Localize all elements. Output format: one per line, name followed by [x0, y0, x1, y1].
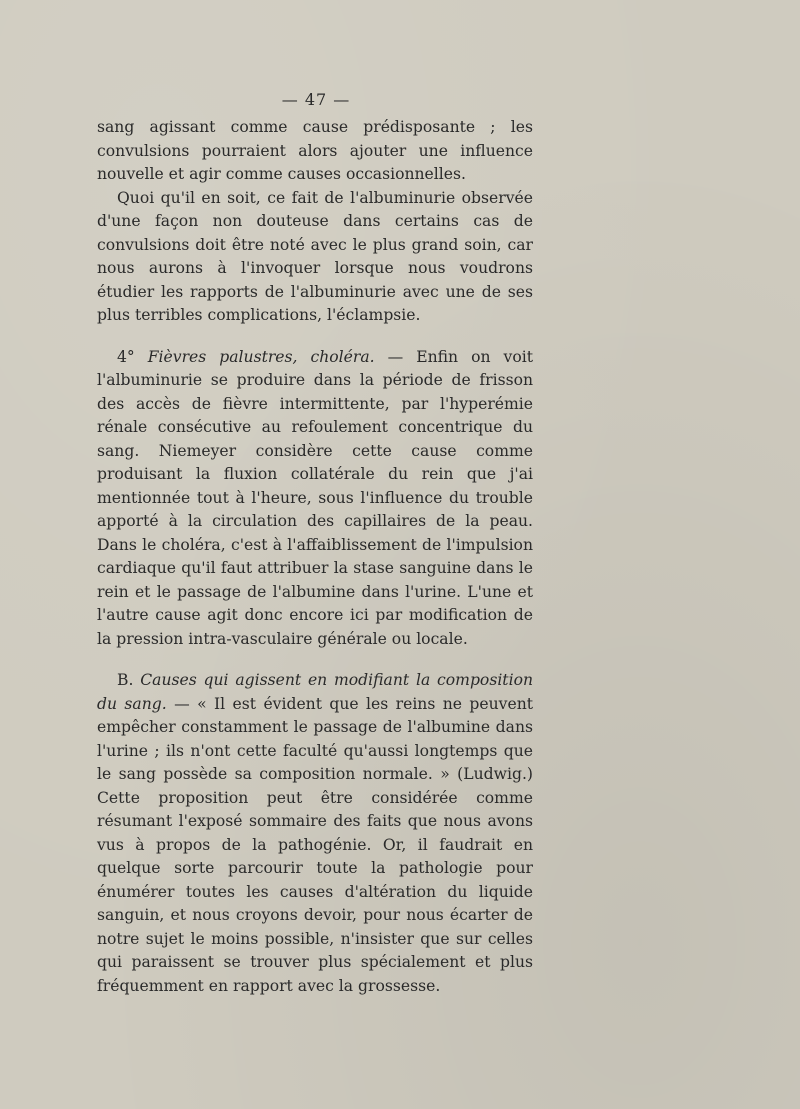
paragraph-3-heading: Fièvres palustres, choléra. [147, 347, 375, 366]
page-number: — 47 — [281, 90, 351, 109]
paragraph-3 [97, 346, 533, 652]
paragraph-4-text: — « Il est évident que les reins ne peuvent empêcher constamment le passage de l'albumine dans l'urine ; ils n'ont cette faculté qu'aussi longtemps que le sang possède sa composition normale. » (Ludwig.) Cette proposition peut être considérée comme résumant l'exposé sommaire des faits que nous avons vus à propos de la pathogénie. Or, il faudrait en quelque sorte parcourir toute la pathologie pour énumérer toutes les causes d'altération du liquide sanguin, et nous croyons devoir, pour nous écarter de notre sujet le moins possible, n'insister que sur celles qui paraissent se trouver plus spécialement et plus fréquemment en rapport avec la grossesse. [97, 694, 534, 995]
paragraph-4-letter: B. [117, 671, 141, 689]
paragraph-4 [97, 669, 533, 998]
paragraph-1: sang agissant comme cause prédisposante ; les convulsions pourraient alors ajouter une influence nouvelle et agir comme causes occasionnelles. [97, 118, 533, 183]
body-text [97, 116, 533, 998]
paragraph-3-number: 4° [117, 347, 148, 366]
paragraph-2: Quoi qu'il en soit, ce fait de l'albuminurie observée d'une façon non douteuse dans certains cas de convulsions doit être noté avec le plus grand soin, car nous aurons à l'invoquer lorsque nous voudrons étudier les rapports de l'albuminurie avec une de ses plus terribles complications, l'éclampsie. [97, 188, 533, 324]
paragraph-4-heading: Causes qui agissent en modifiant la composition du sang. [97, 671, 533, 713]
paragraph-3-text: — Enfin on voit l'albuminurie se produire dans la période de frisson des accès de fièvre intermittente, par l'hyperémie rénale consécutive au refoulement concentrique du sang. Niemeyer considère cette cause comme produisant la fluxion collatérale du rein que j'ai mentionnée tout à l'heure, sous l'influence du trouble apporté à la circulation des capillaires de la peau. Dans le choléra, c'est à l'affaiblissement de l'impulsion cardiaque qu'il faut attribuer la stase sanguine dans le rein et le passage de l'albumine dans l'urine. L'une et l'autre cause agit donc encore ici par modification de la pression intra-vasculaire générale ou locale. [97, 347, 533, 648]
